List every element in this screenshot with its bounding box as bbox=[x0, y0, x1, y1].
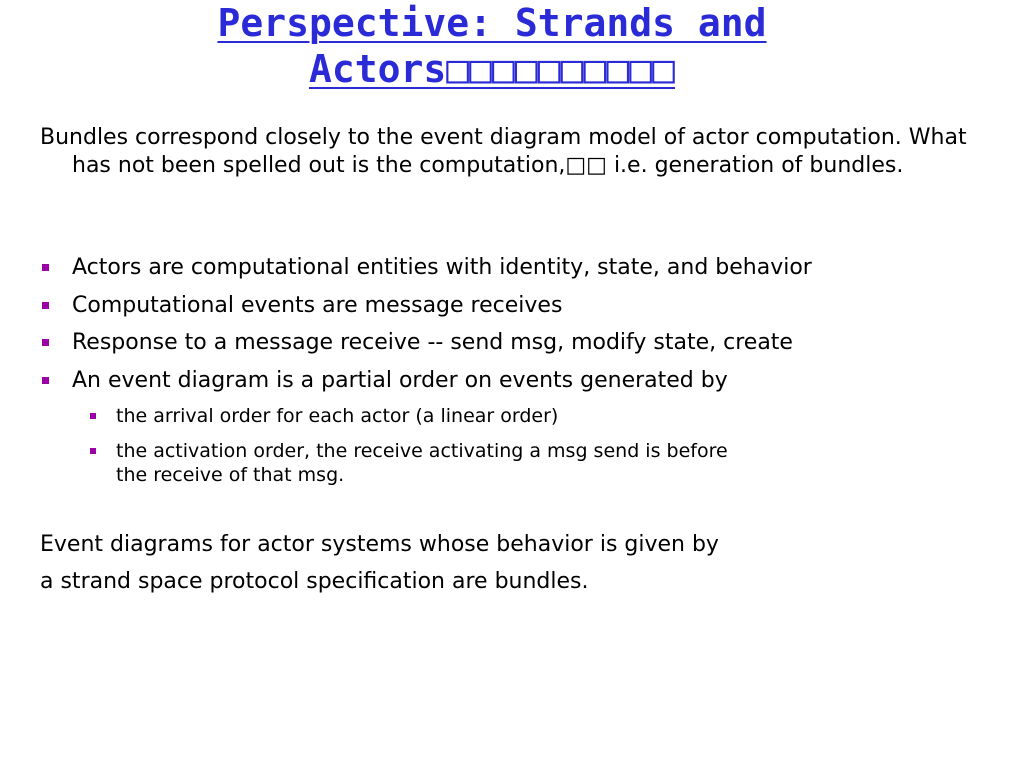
list-item bbox=[40, 292, 1000, 320]
sub-list-item bbox=[88, 404, 948, 428]
square-bullet-icon bbox=[90, 448, 96, 454]
square-bullet-icon bbox=[90, 413, 96, 419]
sub-bullet-list bbox=[88, 404, 948, 498]
list-item bbox=[40, 329, 1000, 357]
bullet-text: Response to a message receive -- send msg, modify state, create bbox=[72, 330, 793, 355]
slide-title bbox=[0, 0, 984, 92]
sub-bullet-continuation: the receive of that msg. bbox=[116, 464, 345, 486]
square-bullet-icon bbox=[42, 264, 49, 271]
bullet-text: Computational events are message receives bbox=[72, 292, 563, 318]
bullet-list bbox=[40, 254, 1000, 404]
bullet-text: An event diagram is a partial order on events generated by bbox=[72, 367, 728, 393]
bullet-text: Actors are computational entities with identity, state, and behavior bbox=[72, 255, 812, 280]
square-bullet-icon bbox=[42, 339, 49, 346]
title-line-2: Actors□□□□□□□□□□ bbox=[308, 47, 676, 91]
closing-line-1: Event diagrams for actor systems whose behavior is given by bbox=[40, 532, 719, 557]
closing-line-2: a strand space protocol specification are bundles. bbox=[40, 569, 589, 594]
square-bullet-icon bbox=[42, 302, 49, 309]
title-line-1: Perspective: Strands and bbox=[217, 1, 767, 45]
sub-bullet-text: the arrival order for each actor (a linear order) bbox=[116, 405, 559, 427]
square-bullet-icon bbox=[42, 377, 49, 384]
list-item bbox=[40, 367, 1000, 395]
list-item bbox=[40, 254, 1000, 282]
sub-bullet-text: the activation order, the receive activating a msg send is before bbox=[116, 440, 728, 462]
sub-list-item bbox=[88, 439, 948, 487]
intro-paragraph: Bundles correspond closely to the event diagram model of actor computation. What has not been spelled out is the computation,□□ i.e. generation of bundles. bbox=[40, 125, 967, 178]
